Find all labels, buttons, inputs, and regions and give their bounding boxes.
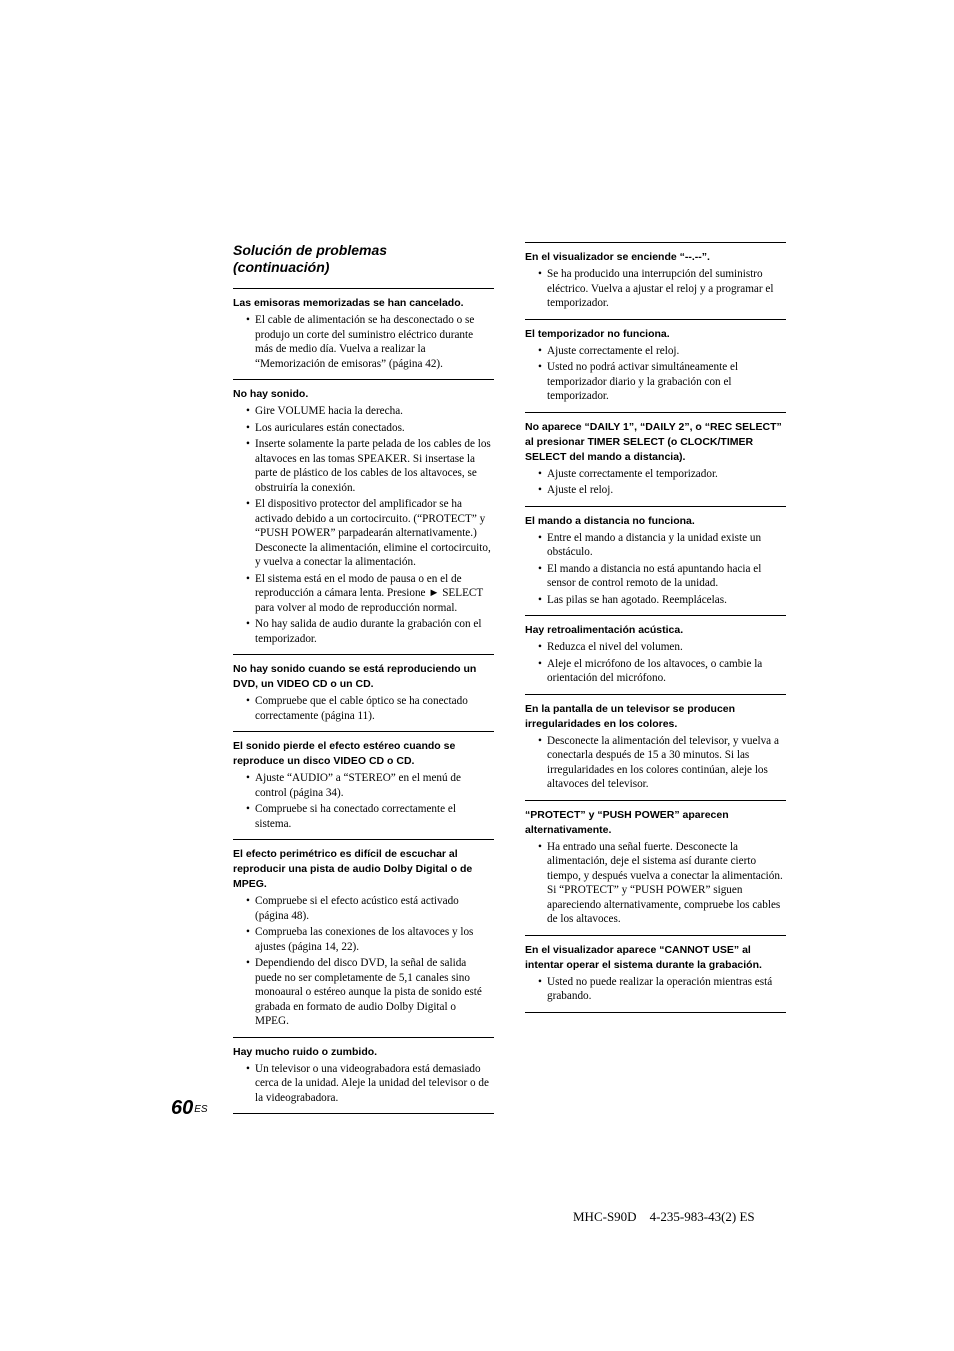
section-heading: En el visualizador se enciende “--.--”. bbox=[525, 251, 710, 263]
list-item: • El mando a distancia no está apuntando hacia el sensor de control remoto de la unidad. bbox=[547, 562, 786, 591]
list-item: • Aleje el micrófono de los altavoces, o cambie la orientación del micrófono. bbox=[547, 657, 786, 686]
remedy-list bbox=[525, 467, 786, 498]
section-heading: Las emisoras memorizadas se han cancelado. bbox=[233, 297, 464, 309]
footer-code: 4-235-983-43(2) ES bbox=[649, 1209, 755, 1224]
section-title-line1: Solución de problemas bbox=[233, 242, 388, 258]
troubleshooting-section bbox=[233, 839, 494, 1037]
remedy-list bbox=[233, 404, 494, 646]
list-item: • Comprueba las conexiones de los altavoces y los ajustes (página 14, 22). bbox=[255, 925, 494, 954]
troubleshooting-section bbox=[525, 319, 786, 412]
section-heading: No hay sonido. bbox=[233, 388, 309, 400]
right-sections bbox=[525, 242, 786, 1013]
remedy-list bbox=[525, 267, 786, 311]
footer-model-code bbox=[573, 1209, 755, 1225]
list-item: • El dispositivo protector del amplificador se ha activado debido a un cortocircuito. (“PROTECT” y “PUSH POWER” parpadearán alternativamente.) Desconecte la alimentación, elimine el cortocircuito, y vuelva a conectar la alimentación. bbox=[255, 497, 494, 570]
list-item: • Se ha producido una interrupción del suministro eléctrico. Vuelva a ajustar el reloj y a programar el temporizador. bbox=[547, 267, 786, 311]
list-item: • Compruebe que el cable óptico se ha conectado correctamente (página 11). bbox=[255, 694, 494, 723]
list-item: • Ajuste correctamente el temporizador. bbox=[547, 467, 786, 482]
list-item: • Ha entrado una señal fuerte. Desconecte la alimentación, deje el sistema así durante cierto tiempo, y después vuelva a conectar la alimentación. Si “PROTECT” y “PUSH POWER” siguen apareciendo alternativamente, compruebe los cables de los altavoces. bbox=[547, 840, 786, 927]
list-item: • Inserte solamente la parte pelada de los cables de los altavoces en las tomas SPEAKER. Si insertase la parte de plástico de los cables de los altavoces, se obstruiría la conexión. bbox=[255, 437, 494, 495]
troubleshooting-section bbox=[525, 800, 786, 935]
remedy-list bbox=[233, 313, 494, 371]
troubleshooting-section bbox=[525, 935, 786, 1013]
section-heading: No hay sonido cuando se está reproduciendo un DVD, un VIDEO CD o un CD. bbox=[233, 663, 477, 690]
section-heading: El efecto perimétrico es difícil de escuchar al reproducir una pista de audio Dolby Digital o de MPEG. bbox=[233, 848, 473, 890]
page-number bbox=[171, 1096, 208, 1120]
list-item: • Un televisor o una videograbadora está demasiado cerca de la unidad. Aleje la unidad del televisor o de la videograbadora. bbox=[255, 1062, 494, 1106]
troubleshooting-section bbox=[233, 654, 494, 731]
list-item: • El sistema está en el modo de pausa o en el de reproducción a cámara lenta. Presione ► SELECT para volver al modo de reproducción normal. bbox=[255, 572, 494, 616]
list-item: • Las pilas se han agotado. Reemplácelas. bbox=[547, 593, 786, 608]
remedy-list bbox=[233, 894, 494, 1029]
section-heading: Hay retroalimentación acústica. bbox=[525, 624, 684, 636]
list-item: • Ajuste el reloj. bbox=[547, 483, 786, 498]
section-heading: El temporizador no funciona. bbox=[525, 327, 670, 340]
list-item: • Compruebe si ha conectado correctamente el sistema. bbox=[255, 802, 494, 831]
list-item: • Desconecte la alimentación del televisor, y vuelva a conectarla después de 15 a 30 minutos. Si las irregularidades en los colores continúan, aleje los altavoces del televisor. bbox=[547, 734, 786, 792]
troubleshooting-section bbox=[525, 242, 786, 319]
section-title bbox=[233, 242, 494, 288]
troubleshooting-section bbox=[525, 694, 786, 800]
section-heading: El sonido pierde el efecto estéreo cuando se reproduce un disco VIDEO CD o CD. bbox=[233, 740, 456, 767]
section-heading: Hay mucho ruido o zumbido. bbox=[233, 1045, 378, 1058]
troubleshooting-section bbox=[233, 731, 494, 839]
remedy-list bbox=[233, 694, 494, 723]
list-item: • Entre el mando a distancia y la unidad existe un obstáculo. bbox=[547, 531, 786, 560]
troubleshooting-section bbox=[525, 506, 786, 616]
list-item: • Ajuste “AUDIO” a “STEREO” en el menú de control (página 34). bbox=[255, 771, 494, 800]
troubleshooting-section bbox=[233, 288, 494, 379]
remedy-list bbox=[525, 975, 786, 1004]
footer-model: MHC-S90D bbox=[573, 1209, 637, 1224]
remedy-list bbox=[525, 531, 786, 608]
troubleshooting-section bbox=[233, 379, 494, 654]
page-number-suffix: ES bbox=[194, 1104, 208, 1115]
remedy-list bbox=[525, 640, 786, 686]
list-item: • No hay salida de audio durante la grabación con el temporizador. bbox=[255, 617, 494, 646]
remedy-list bbox=[233, 1062, 494, 1106]
remedy-list bbox=[233, 771, 494, 831]
list-item: • Reduzca el nivel del volumen. bbox=[547, 640, 786, 655]
troubleshooting-section bbox=[233, 1037, 494, 1115]
list-item: • Los auriculares están conectados. bbox=[255, 421, 494, 436]
remedy-list bbox=[525, 734, 786, 792]
troubleshooting-section bbox=[525, 615, 786, 694]
list-item: • Dependiendo del disco DVD, la señal de salida puede no ser completamente de 5,1 canales sino monoaural o estéreo aunque la pista de sonido esté grabada en formato de audio Dolby Digital o MPEG. bbox=[255, 956, 494, 1029]
troubleshooting-section bbox=[525, 412, 786, 506]
section-title-line2: (continuación) bbox=[233, 259, 330, 275]
remedy-list bbox=[525, 840, 786, 927]
list-item: • Compruebe si el efecto acústico está activado (página 48). bbox=[255, 894, 494, 923]
section-heading: No aparece “DAILY 1”, “DAILY 2”, o “REC SELECT” al presionar TIMER SELECT (o CLOCK/TIMER SELECT del mando a distancia). bbox=[525, 420, 782, 463]
remedy-list bbox=[525, 344, 786, 404]
section-heading: En la pantalla de un televisor se producen irregularidades en los colores. bbox=[525, 702, 736, 730]
list-item: • Gire VOLUME hacia la derecha. bbox=[255, 404, 494, 419]
list-item: • Ajuste correctamente el reloj. bbox=[547, 344, 786, 359]
page-number-value: 60 bbox=[171, 1097, 194, 1119]
section-heading: “PROTECT” y “PUSH POWER” aparecen alternativamente. bbox=[525, 808, 729, 836]
section-heading: En el visualizador aparece “CANNOT USE” al intentar operar el sistema durante la grabación. bbox=[525, 943, 762, 971]
left-sections bbox=[233, 288, 494, 1114]
section-heading: El mando a distancia no funciona. bbox=[525, 514, 695, 527]
right-column bbox=[525, 242, 786, 1013]
list-item: • Usted no puede realizar la operación mientras está grabando. bbox=[547, 975, 786, 1004]
list-item: • Usted no podrá activar simultáneamente el temporizador diario y la grabación con el temporizador. bbox=[547, 360, 786, 404]
left-column bbox=[233, 242, 494, 1114]
list-item: • El cable de alimentación se ha desconectado o se produjo un corte del suministro eléctrico durante más de medio día. Vuelva a realizar la “Memorización de emisoras” (página 42). bbox=[255, 313, 494, 371]
